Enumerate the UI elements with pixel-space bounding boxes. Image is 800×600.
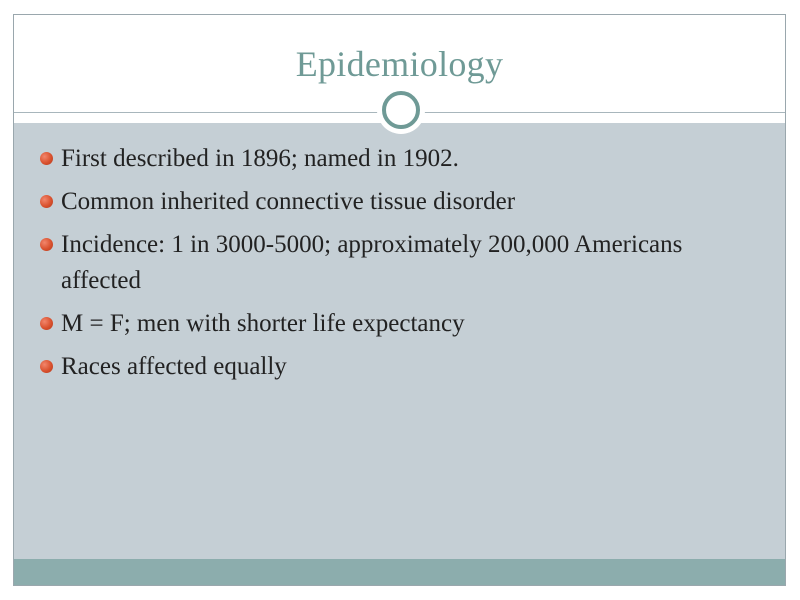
slide-title: Epidemiology bbox=[295, 44, 504, 84]
bullet-item bbox=[40, 306, 760, 342]
footer-band bbox=[14, 559, 785, 586]
bullet-icon bbox=[40, 360, 53, 373]
bullet-icon bbox=[40, 238, 53, 251]
decorative-ring-icon bbox=[382, 91, 420, 129]
bullet-icon bbox=[40, 152, 53, 165]
bullet-text: Races affected equally bbox=[61, 353, 287, 380]
bullet-item bbox=[40, 184, 760, 220]
bullet-item bbox=[40, 349, 760, 385]
bullet-text: First described in 1896; named in 1902. bbox=[61, 145, 459, 172]
bullet-item bbox=[40, 227, 760, 299]
bullet-icon bbox=[40, 317, 53, 330]
bullet-list bbox=[40, 141, 760, 392]
bullet-text: M = F; men with shorter life expectancy bbox=[61, 310, 465, 337]
bullet-item bbox=[40, 141, 760, 177]
slide-frame bbox=[13, 14, 786, 586]
bullet-icon bbox=[40, 195, 53, 208]
bullet-text: Incidence: 1 in 3000-5000; approximately 200,000 Americans affected bbox=[61, 231, 683, 294]
bullet-text: Common inherited connective tissue disorder bbox=[61, 188, 516, 215]
